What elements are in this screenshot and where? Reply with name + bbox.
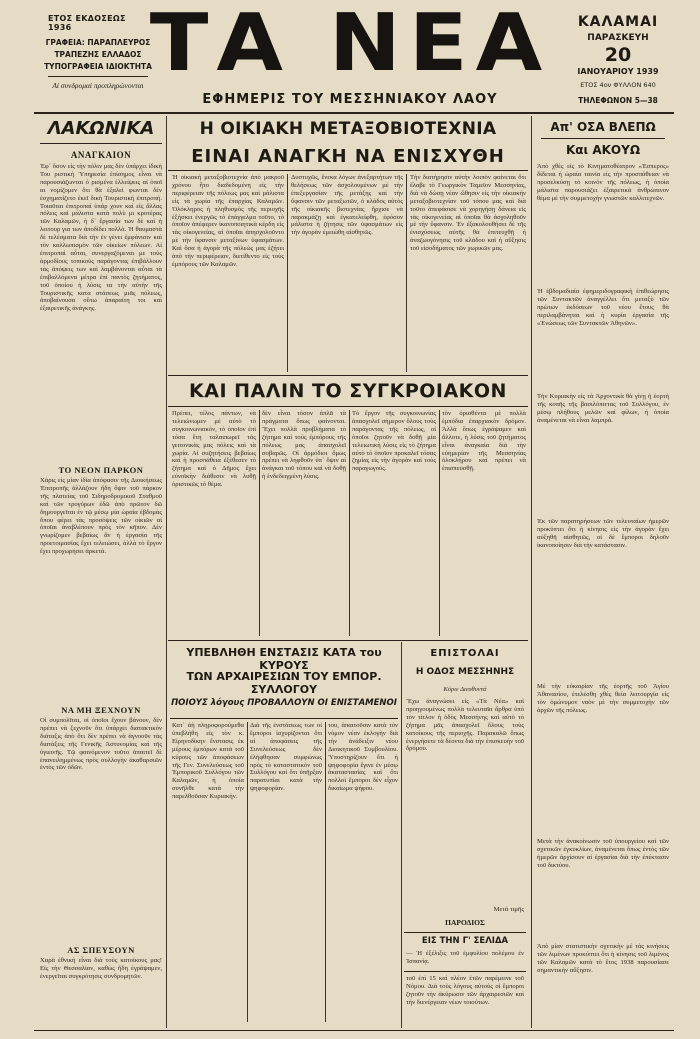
section-2-headline: ΚΑΙ ΠΑΛΙΝ ΤΟ ΣΥΓΚΡΟΙΑΚΟΝ xyxy=(189,380,507,402)
letters-title: ΕΠΙΣΤΟΛΑΙ xyxy=(430,648,500,659)
left-section-1-text: Ἐφ᾿ ὅσον εἰς τὴν πόλιν μας δὲν ὑπάρχει ἰδικὴ Του ριστικὴ Ὑπηρεσία ἐπίσημος εἶναι νὰ παρουσιάζωνται ὁ ρισμένα ἐλλείψεις αἱ ὁποῖ αι νομίζομεν ὅτι θὰ ἐξαλεί φωνται δὲν ἐσχηματίζετο ἐκεῖ δικὴ Τουριστικὴ ἐπιτροπή. Τοιαῦται ἐπιτροπαὶ ὑπάρ χουν καὶ εἰς ἄλλας πόλεις καὶ μάλιστα κατὰ πολὺ μι κροτέρας τῶν Καλαμῶν, ἡ δ᾿ ἔργασία των δὲ καὶ ἡ λειτουρ για των ἀποδίδει πολλὰ. Ἡ θαυμαστὰ δὲ τελέσματα διὰ τὴν ἐν γένει ἐμφάνισιν καὶ τὸν καλλωπισμὸν τῶν οἰκείων πόλεων. Αἱ ἐπιτροπαὶ αὗται, συνεργαζόμεναι με τοὺς ἁρμοδίους τοπικοὺς παράγοντας ἐπιβάλλουν τὰς ἀπόψεις των καὶ λαμβάνονται αὗται τὰ ἐπιβαλλόμενα μέτρα ἐπὶ παντὸς ζητήματος, τοῦ ὁποίου ἡ λύσις τα τὴν αὐτὴν τῆς Τουριστικῆς κατα στάσεως μιᾶς πόλεως, ἀποβαίνουσα οὕτω ἀπαραίτη τοι καὶ ἐξαιρετικῆς ἀνάγκης. xyxy=(40,163,164,313)
section-2-column-2: δὲν εἶναι τόσον ἀπλᾶ τὰ πράγματα ὅπως φαίνονται. Ἔχει πολλὰ προβλήματα τὸ ζήτημα καὶ τοὺς ἐμπόρους τῆς πόλεως μας ἀπασχολεῖ σοβαρῶς. Οἱ ἁρμόδιοι ὅμως πρέπει νὰ ληφθοῦν ὑπ᾿ ὄψιν αἱ ἀνάγκαι τοῦ τόπου καὶ νὰ δοθῇ ἡ ἐνδεδειγμένη λύσις. xyxy=(262,410,348,481)
lead-divider-2 xyxy=(406,174,407,372)
lead-column-1: Ἡ οἰκιακὴ μεταξοβιοτεχνία ἀπὸ μακροῦ χρόνου ἦτο διαδεδομένη εἰς τὴν περιφέρειαν τῆς πόλεως μας καὶ μάλιστα εἰς τὰ χωρία τῆς ἐπαρχίας Καλαμῶν. Ὁλόκληρος ἡ πληθυσμὸς τῆς περιοχῆς ἐξήσκει ἐνεργῶς τὸ ἐπάγγελμα τοῦτο, τὸ ὁποῖον ἀπέφερεν ἱκανοποιητικὰ κέρδη εἰς τὰς οἰκογενείας, αἱ ὁποῖαι ἀπησχολοῦντο μὲ τὴν ὕφανσιν μεταξίνων ὑφασμάτων. Καὶ ὅσα ἡ ἀγορὰ τῆς πόλεώς μας ἐζήτει ἀπὸ τὴν περιφέρειαν, διετίθεντο εἰς τοὺς ἐμπόρους τῶν Καλαμῶν. xyxy=(172,174,286,268)
right-paragraph-6: Μετὰ τὴν ἀνακοίνωσιν τοῦ ὑπουργείου καὶ τῶν σχετικῶν ἐγκυκλίων, ἀναμένεται ὅπως ἐντὸς τῶν ἡμερῶν ἀρχίσουν αἱ ἐργασίαι διὰ τὴν ἐπέκτασιν τοῦ δικτύου. xyxy=(537,838,671,869)
right-paragraph-2: Ἡ ἑβδομαδιαία ἐφημεριδογραφικὴ ἐπιθεώρησις τῶν Συντακτῶν ἀναγγέλλει ὅτι μεταξὺ τῶν πρώτων ἐκδόσεων τοῦ νέου ἔτους θὰ περιλαμβάνηται καὶ ἡ κυρία ἐργασία τῆς «Ἑνώσεως τῶν Συντακτῶν Ἀθηνῶν». xyxy=(537,288,671,327)
lead-column-2: Δυστυχῶς, ἕνεκα λόγων ἀνεξαρτήτων τῆς θελήσεως τῶν ἀσχολουμένων μὲ τὴν ἐπεξεργασίαν τῆς μετάξης καὶ τὴν ὕφανσιν τῶν μεταξωτῶν, ὁ κλάδος αὐτὸς τῆς οἰκιακῆς βιοτεχνίας ἤρχισε νὰ παρακμάζῃ καὶ ἐγκατελείφθη, ἐφόσον μάλιστα ἡ ζήτησις τῶν ὑφασμάτων εἰς τὴν ἀγορὰν ἐμειώθη αἰσθητῶς. xyxy=(291,174,405,237)
right-column-title: Απ' ΟΣΑ ΒΛΕΠΩ xyxy=(550,120,656,134)
left-section-4-title: ΑΣ ΣΠΕΥΣΟΥΝ xyxy=(67,945,135,955)
section-2-divider-1 xyxy=(259,410,260,636)
month-year: ΙΑΝΟΥΑΡΙΟΥ 1939 xyxy=(577,67,659,76)
left-section-4-text: Χαρὰ ἐθνικὴ εἶναι διὰ τοὺς κατοίκους μας! Εἰς τὴν Θεσσαλίαν, καθὼς ἤδη ἐγράψαμεν, ἐνεργεῖται συγκρότησις συνδρομητῶν. xyxy=(40,957,164,980)
short-piece-title: ΕΙΣ ΤΗΝ Γ' ΣΕΛΙΔΑ xyxy=(421,936,509,946)
bottom-text-rule xyxy=(404,971,526,972)
weekday: ΠΑΡΑΣΚΕΥΗ xyxy=(587,33,649,43)
right-paragraph-1: Ἀπὸ χθὲς εἰς τὸ Κινηματοθέατρον «Ἑσπερος» δίδεται ἡ ὡραία ταινία εἰς τὴν προσπάθειαν νὰ προσελκύσῃ τὸ κοινόν τῆς πόλεως, ἡ ὁποία μάλιστα παρουσιάζει ἐξαιρετικὰ ἀνθρώπινον θέμα μὲ τὴν συμμετοχὴν γνωστῶν καλλιτεχνῶν. xyxy=(537,163,671,202)
section-3-column-2: Διὰ τῆς ἐνστάσεως των οἱ ἔμποροι ἰσχυρίζονται ὅτι αἱ ἀποφάσεις τῆς Συνελεύσεως δὲν ἐλήφθησαν συμφώνως πρὸς τὸ καταστατικὸν τοῦ Συλλόγου καὶ ὅτι ὑπῆρξαν παρατυπίαι κατὰ τὴν ψηφοφορίαν. xyxy=(250,722,324,793)
section-3-divider-1 xyxy=(247,722,248,1022)
page-bottom-rule xyxy=(34,1030,674,1031)
phone-number: ΤΗΛΕΦΩΝΟΝ 5—38 xyxy=(578,96,658,105)
lead-column-3: Τὴν διατήρησιν αὐτὴν λοιπὸν φαίνεται ὅτι ἔλαβε τὸ Γεωργικὸν Ταμεῖον Μεσσηνίας, διὰ νὰ δώσῃ νέαν ὤθησιν εἰς τὴν οἰκιακὴν μεταξοβιοτεχνίαν τοῦ τόπου μας καὶ διὰ τοῦτο ἀπεφάσισε νὰ χορηγήσῃ δάνεια εἰς τὰς οἰκογενείας αἱ ὁποῖαι θὰ ἀσχοληθοῦν μὲ τὴν ὕφανσιν. Ἐν ἐξακολουθήσει δὲ τῆς ἐνισχύσεως αὐτῆς θὰ ἐπιτευχθῇ ἡ ἀναζωογόνησις τοῦ κλάδου καὶ ἡ αὔξησις τοῦ εἰσοδήματος τῶν χωρικῶν μας. xyxy=(410,174,528,253)
right-title-rule xyxy=(541,138,665,139)
section-3-column-1: Κατ᾿ ἀὴ πληροφορούμεθα ὑπεβλήθη εἰς τὸν κ. Εἰρηνοδίκην ἔνστασις ἐκ μέρους ἐμπόρων κατὰ τοῦ κύρους τῶν ἀποφάσεων τῆς Γεν. Συνελεύσεως τοῦ Ἐμπορικοῦ Συλλόγου τῶν Καλαμῶν, ἡ ὁποία συνῆλθε κατὰ τὴν παρελθοῦσαν Κυριακήν. xyxy=(172,722,246,801)
section-3-headline-1: ΥΠΕΒΛΗΘΗ ΕΝΣΤΑΣΙΣ ΚΑΤΑ του ΚΥΡΟΥΣ xyxy=(186,646,382,672)
section-2-divider-3 xyxy=(439,410,440,636)
year-label: ΕΤΟΣ ΕΚΔΟΣΕΩΣ 1936 xyxy=(48,14,126,32)
letters-salutation: Κύριε Διευθυντά xyxy=(443,686,487,693)
letters-subtitle: Η ΟΔΟΣ ΜΕΣΣΗΝΗΣ xyxy=(415,667,515,677)
lead-headline-1: Η ΟΙΚΙΑΚΗ ΜΕΤΑΞΟΒΙΟΤΕΧΝΙΑ xyxy=(199,119,497,139)
day-number: 20 xyxy=(604,44,632,66)
section-3-headline-2: ΤΩΝ ΑΡΧΑΙΡΕΣΙΩΝ ΤΟΥ ΕΜΠΟΡ. ΣΥΛΛΟΓΟΥ xyxy=(186,670,382,696)
letters-signoff: Μετὰ τιμῆς xyxy=(493,906,524,913)
left-section-1-title: ΑΝΑΓΚΑΙΟΝ xyxy=(70,150,132,160)
office-line-2: ΤΡΑΠΕΖΗΣ ΕΛΛΑΔΟΣ xyxy=(54,50,142,59)
letters-body: Ἔχω ἀναγνώσει εἰς «Τὰ Νέα» καὶ προηγουμένως πολλὰ τελευταῖα ἄρθρα ὑπὸ τὸν τίτλον ἡ ὁδὸς Μεσσήνης καὶ αὐτὸ τὸ ζήτημα μᾶς ἀπασχολεῖ ὅλους τοὺς κατοίκους τῆς περιοχῆς. Παρακαλῶ ὅπως ἐνεργήσετε τὰ δέοντα διὰ τὴν ἐπισκευὴν τοῦ δρόμου. xyxy=(406,698,526,753)
section-3-headline-3: ΠΟΙΟΥΣ λόγους ΠΡΟΒΑΛΛΟΥΝ ΟΙ ΕΝΙΣΤΑΜΕΝΟΙ xyxy=(171,698,397,708)
section-2-column-3: Τὸ ἔργον τῆς συγκοινωνίας ἀπασχολεῖ σήμερον ὅλους τοὺς παράγοντας τῆς πόλεως, οἱ ὁποῖοι ζητοῦν νὰ δοθῇ μία τελειωτικὴ λύσις εἰς τὸ ζήτημα αὐτὸ τὸ ὁποῖον προκαλεῖ τόσας ζημίας εἰς τὴν ἀγορὰν καὶ τοὺς παραγωγούς. xyxy=(352,410,438,473)
section-3-divider-2 xyxy=(325,722,326,1022)
section-2-column-4: τὸν ὀρισθέντα μὲ πολλὰ ἐμπόδια ἐπαρχιακὸν δρόμον. Ἀλλὰ ὅπως ἐγράψαμεν καὶ ἄλλοτε, ἡ λύσις τοῦ ζητήματος εἶναι ἀναγκαία διὰ τὴν εὐημερίαν τῆς Μεσσηνίας ὁλοκλήρου καὶ πρέπει νὰ ἐπισπευσθῇ. xyxy=(442,410,528,473)
right-column-subtitle: Και ΑΚΟΥΩ xyxy=(565,143,641,157)
section-2-top-rule xyxy=(168,375,528,376)
left-section-2-title: ΤΟ ΝΕΟΝ ΠΑΡΚΟΝ xyxy=(58,465,144,475)
newspaper-subtitle: ΕΦΗΜΕΡΙΣ ΤΟΥ ΜΕΣΣΗΝΙΑΚΟΥ ΛΑΟΥ xyxy=(202,92,498,107)
right-paragraph-3: Τὴν Κυριακὴν εἰς τὰ Ἀρχοντικὰ θὰ γίνῃ ἡ ἑορτὴ τῆς κοπῆς τῆς βασιλόπιττας τοῦ Συλλόγου, ἐν μέσῳ πλήθους μελῶν καὶ φίλων, ἡ ὁποία ἀναμένεται νὰ εἶναι λαμπρά. xyxy=(537,393,671,424)
right-paragraph-7: Ἀπὸ μίαν στατιστικὴν σχετικὴν μὲ τὰς κινήσεις τῶν λιμένων προκύπτει ὅτι ἡ κίνησις τοῦ λιμένος τῶν Καλαμῶν κατὰ τὸ ἔτος 1938 παρουσίασε σημαντικὴν αὔξησιν. xyxy=(537,943,671,974)
section-2-column-1: Πρέπει, τέλος πάντων, νὰ τελειώνωμεν μὲ αὐτὸ τὸ συγκοινωνιακὸν, τὸ ὁποῖον ἐπὶ τόσα ἔτη ταλαιπωρεῖ τὰς γειτονικὰς μας πόλεις καὶ τὰ χωρία. Αἱ συζητήσεις βεβαίως καὶ ἡ προσπάθεια ἐξέθεσεν τὸ ζήτημα καὶ ὁ Δῆμος ἔχει εὐνοϊκὴν διάθεσιν νὰ λυθῇ ὁριστικῶς τὸ θέμα. xyxy=(172,410,258,489)
short-piece-text: — Ἡ ἐξέλιξις τοῦ ἐμφυλίου πολέμου ἐν Ἰσπανίᾳ. xyxy=(406,950,526,965)
subscriptions-note: Αἱ συνδρομαὶ προπληρώνονται xyxy=(52,81,144,90)
bottom-text: τοῦ ἐπὶ 15 καὶ πλέον ἐτῶν παρέμεινε τοῦ Νόμου. Διὰ τοὺς λόγους αὐτοὺς οἱ ἔμποροι ζητοῦν τὴν ἀκύρωσιν τῶν ἀρχαιρεσιῶν καὶ τὴν διενέργειαν νέων τοιούτων. xyxy=(406,975,526,1006)
lead-headline-2: ΕΙΝΑΙ ΑΝΑΓΚΗ ΝΑ ΕΝΙΣΧΥΘΗ xyxy=(191,146,505,167)
section-3-headline-rule xyxy=(170,718,398,719)
letters-signature: ΠΑΡΟΔΙΟΣ xyxy=(445,918,485,927)
office-divider xyxy=(48,76,148,77)
office-line-3: ΤΥΠΟΓΡΑΦΕΙΑ ΙΔΙΟΚΤΗΤΑ xyxy=(44,62,152,71)
section-2-divider-2 xyxy=(349,410,350,636)
section-3-column-3: του, ἀπαιτοῦσιν κατὰ τὸν νόμον νέαν ἐκλογὴν διὰ τὴν ἀνάδειξιν νέου Διοικητικοῦ Συμβουλίου. Ὑποστηρίζουν ὅτι ἡ ψηφοφορία ἔγινε ἐν μέσῳ ἀκαταστασίας καὶ ὅτι πολλοὶ ἔμποροι δὲν εἶχον δικαίωμα ψήφου. xyxy=(328,722,400,793)
office-line-1: ΓΡΑΦΕΙΑ: ΠΑΡΑΠΛΕΥΡΟΣ xyxy=(45,38,151,47)
lead-headline-rule xyxy=(168,170,528,171)
left-column-title: ΛΑΚΩΝΙΚΑ xyxy=(47,118,155,139)
right-column-divider xyxy=(531,116,532,1028)
city-name: ΚΑΛΑΜΑΙ xyxy=(577,14,659,30)
masthead-rule xyxy=(34,112,674,114)
short-piece-rule xyxy=(404,932,526,933)
letters-divider xyxy=(401,642,402,1028)
right-paragraph-5: Μὲ τὴν εὐκαιρίαν τῆς ἑορτῆς τοῦ Ἁγίου Ἀθανασίου, ἐτελέσθη χθὲς θεία λειτουργία εἰς τὸν ὁμώνυμον ναὸν μὲ τὴν συμμετοχὴν τῶν ἀρχῶν τῆς πόλεως. xyxy=(537,683,671,714)
section-3-top-rule xyxy=(168,640,528,641)
left-section-3-title: ΝΑ ΜΗ ΞΕΧΝΟΥΝ xyxy=(61,705,141,715)
right-paragraph-4: Ἐκ τῶν παρατηρήσεων τῶν τελευταίων ἡμερῶν προκύπτει ὅτι ἡ κίνησις εἰς τὴν ἀγορὰν ἔχει αὐξηθῆ αἰσθητῶς, οἱ δὲ ἔμποροι δηλοῦν ἱκανοποίησιν διὰ τὴν κατάστασιν. xyxy=(537,518,671,549)
newspaper-title: ΤΑ ΝΕΑ xyxy=(149,0,551,90)
left-section-3-text: Οἱ συμπολῖται, οἱ ὁποῖοι ἔχουν βάνουν, δὲν πρέπει νὰ ξεχνοῦν ὅτι ὑπάρχει διατακτικὸν διάταξις ἀπὸ ὅτι δὲν πρέπει νὰ ἀγνοοῦν τὰς διατάξεις τῆς Γενικῆς Ἀστυνομίας καὶ τῆς ὑγιεινῆς. Τῷ φαινόμενον τοῦτο ἀπαιτεῖ δὲ ἐπανειλημμένως πρὸς συλλογὴν ἀκαθαρσιῶν ἐντὸς τῶν ὁδῶν. xyxy=(40,717,164,772)
issue-number: ΕΤΟΣ 4ον ΦΥΛΛΟΝ 640 xyxy=(580,81,656,89)
left-column-divider xyxy=(166,116,167,1028)
left-title-rule xyxy=(40,143,162,144)
section-2-headline-rule xyxy=(168,406,528,407)
left-section-2-text: Χάρις εἰς μίαν ἰδία ἀπόφασιν τῆς Διοικήσεως Ἐπιτροπῆς ἀλλάζουν ἤδη ὄψιν τοῦ πάρκον τῆς πλατείας τοῦ Σιδηροδρομικοῦ Σταθμοῦ καὶ τῶν τρογύρων ἐδῶ ἀπὸ πρῶτον δῶ δημουργεῖται ἐν τῷ μέσῳ μία ὡραία ἑβδομάς ὅπου φέρει τὰς προσόψεις τῶν οἰκιῶν αἱ ὁποῖαι ἀναβλέπουν πρὸς τὸν κῆπον. Δὲν γνωρίζομεν βεβαίως ἂν ἡ ἐργασία τῆς προετοιμασίας ἔχει τελειώσει, ἀλλὰ τὸ ἔργον ἔχει προχωρήσει ἀρκετὰ. xyxy=(40,477,164,556)
lead-divider-1 xyxy=(287,174,288,372)
